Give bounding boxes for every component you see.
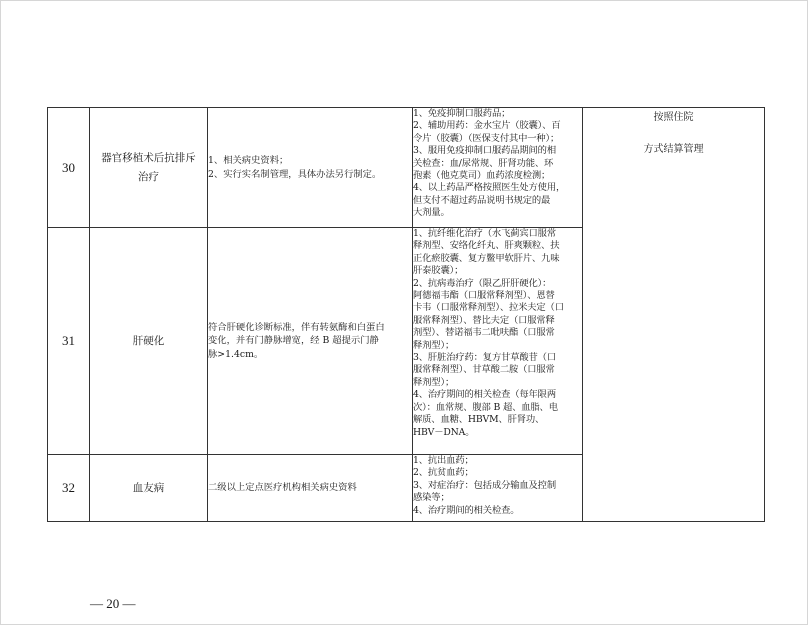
condition-line: 2、实行实名制管理，具体办法另行制定。: [208, 168, 382, 180]
drug-line: 阿德福韦酯（口服常释剂型）、恩替: [413, 290, 555, 302]
disease-name-line: 血友病: [132, 481, 165, 494]
drug-line: 剂型）、替诺福韦二吡呋酯（口服常: [413, 327, 555, 339]
settlement-line: 方式结算管理: [643, 144, 704, 155]
condition-line: 符合肝硬化诊断标准，伴有转氨酶和白蛋白: [208, 321, 385, 333]
drug-line: 令片（胶囊）（医保支付其中一种）；: [413, 132, 560, 144]
disease-policy-table: [47, 107, 765, 522]
drug-line: 感染等；: [413, 492, 450, 504]
condition-line: 脉>1.4cm。: [208, 348, 264, 360]
drug-line: 释剂型、安络化纤丸、肝爽颗粒、扶: [413, 240, 560, 252]
condition-line: 二级以上定点医疗机构相关病史资料: [208, 482, 357, 494]
drug-line: 2、辅助用药：金水宝片（胶囊）、百: [413, 120, 561, 132]
eligibility-conditions: [208, 108, 413, 228]
drug-line: 1、免疫抑制口服药品；: [413, 108, 511, 119]
drug-line: 卡韦（口服常释剂型）、拉米夫定（口: [413, 302, 564, 314]
row-number: 32: [48, 455, 90, 522]
covered-drugs-and-checks: [413, 455, 583, 522]
settlement-method: [583, 108, 765, 522]
disease-name: [90, 108, 208, 228]
drug-line: 1、抗纤维化治疗（水飞蓟宾口服常: [413, 228, 556, 239]
drug-line: 解质、血糖、HBVM、肝肾功、: [413, 414, 545, 426]
drug-line: 肝泰胶囊）；: [413, 265, 464, 277]
eligibility-conditions: [208, 455, 413, 522]
disease-name: [90, 228, 208, 455]
drug-line: 孢素（他克莫司）血药浓度检测；: [413, 170, 551, 182]
row-number: 31: [48, 228, 90, 455]
disease-name-line: 治疗: [138, 170, 159, 183]
condition-line: 变化，并有门静脉增宽，经 B 超提示门静: [208, 335, 379, 347]
drug-line: 释剂型）；: [413, 339, 455, 351]
drug-line: 4、治疗期间的相关检查。: [413, 504, 520, 516]
drug-line: 关检查：血/尿常规、肝肾功能、环: [413, 157, 554, 169]
settlement-line: 按照住院: [653, 112, 694, 123]
drug-line: 但支付不超过药品说明书规定的最: [413, 194, 551, 206]
drug-line: HBV－DNA。: [413, 426, 475, 438]
drug-line: 4、治疗期间的相关检查（每年限两: [413, 389, 556, 401]
drug-line: 服常释剂型）、甘草酸二胺（口服常: [413, 364, 555, 376]
disease-name: [90, 455, 208, 522]
drug-line: 服常释剂型）、替比夫定（口服常释: [413, 314, 555, 326]
drug-line: 1、抗出血药；: [413, 455, 474, 466]
covered-drugs-and-checks: [413, 108, 583, 228]
eligibility-conditions: [208, 228, 413, 455]
drug-line: 次）：血常规、腹部 B 超、血脂、电: [413, 401, 558, 413]
table-row: [48, 108, 765, 228]
disease-name-line: 器官移植术后抗排斥: [101, 151, 196, 164]
covered-drugs-and-checks: [413, 228, 583, 455]
drug-line: 4、以上药品严格按照医生处方使用，: [413, 182, 566, 194]
condition-line: 1、相关病史资料；: [208, 154, 289, 166]
drug-line: 2、抗病毒治疗（限乙肝肝硬化）：: [413, 277, 552, 289]
drug-line: 释剂型）；: [413, 376, 455, 388]
drug-line: 大剂量。: [413, 207, 450, 219]
disease-name-line: 肝硬化: [132, 334, 165, 347]
drug-line: 3、肝脏治疗药：复方甘草酸苷（口: [413, 352, 556, 364]
drug-line: 2、抗贫血药；: [413, 467, 474, 479]
drug-line: 3、对症治疗：包括成分输血及控制: [413, 479, 556, 491]
row-number: 30: [48, 108, 90, 228]
page-number: — 20 —: [90, 596, 136, 611]
drug-line: 正化瘀胶囊、复方鳖甲软肝片、九味: [413, 252, 560, 264]
drug-line: 3、服用免疫抑制口服药品期间的相: [413, 145, 556, 157]
